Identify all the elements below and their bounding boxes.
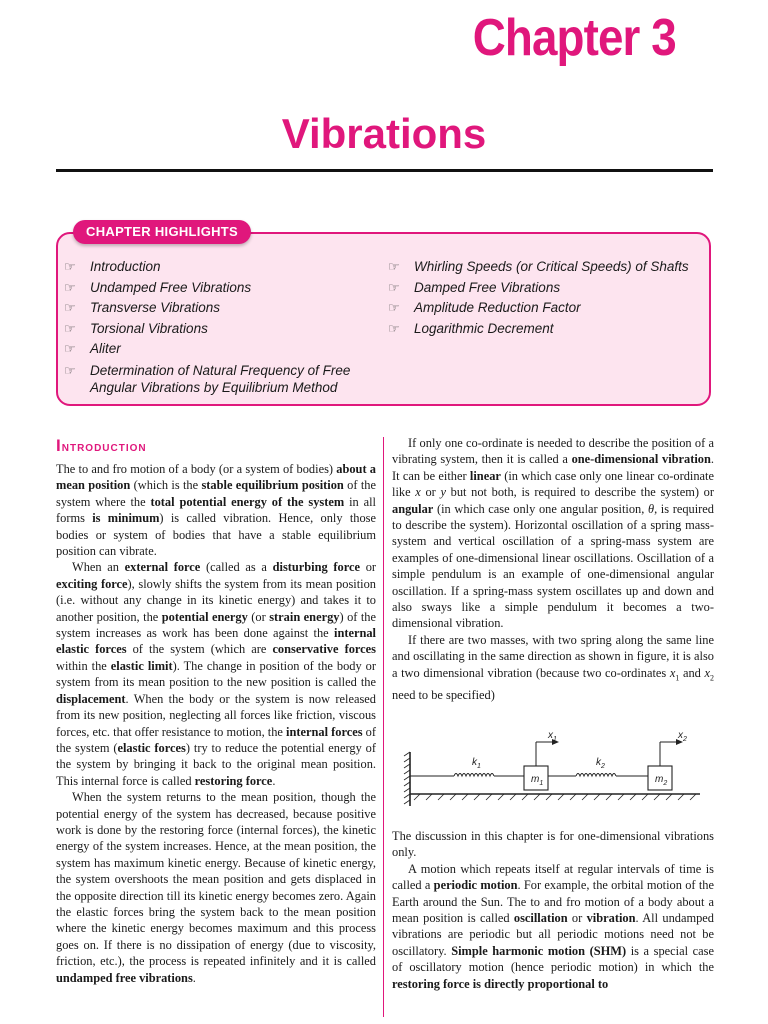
pointing-hand-icon: ☞ xyxy=(64,362,76,378)
pointing-hand-icon: ☞ xyxy=(388,279,400,295)
k2-label: $k_2$ xyxy=(596,757,605,770)
chapter-number: Chapter 3 xyxy=(472,9,676,67)
highlight-item: ☞ Whirling Speeds (or Critical Speeds) of Shafts xyxy=(388,257,703,278)
x2-label: $x_2$ xyxy=(678,730,687,743)
pointing-hand-icon: ☞ xyxy=(388,300,400,315)
x1-label: $x_1$ xyxy=(548,730,557,743)
m1-label: $m_1$ xyxy=(531,774,544,787)
column-divider xyxy=(383,437,384,1017)
paragraph: If there are two masses, with two spring along the same line and oscillating in the same direction as shown in figure, it is also a two dimensional vibration (because two co-ordinates $x_1$ and $x_2$ need to be specified) xyxy=(392,632,714,702)
highlight-item: ☞ Amplitude Reduction Factor xyxy=(388,298,703,319)
highlight-item: ☞ Introduction xyxy=(64,257,364,278)
paragraph: The discussion in this chapter is for one-dimensional vibrations only. xyxy=(392,829,714,860)
pointing-hand-icon: ☞ xyxy=(64,300,76,315)
right-column-text-lower xyxy=(392,828,714,992)
two-mass-spring-figure xyxy=(392,728,714,820)
k1-label: $k_1$ xyxy=(472,757,481,770)
pointing-hand-icon: ☞ xyxy=(64,320,76,336)
spring-k2 xyxy=(548,774,648,777)
paragraph: If only one co-ordinate is needed to describe the position of a vibrating system, then it is called a one-dimensional vibration. It can be either linear (in which case only one linear co-ordinate like x or y but not both, is required to describe the system) or angular (in which case only one angular position, θ, is required to describe the system). Horizontal oscillation of a spring mass-system and vertical oscillation of a spring-mass system are examples of one-dimensional linear oscillations. Oscillation of a simple pendulum is an example of one-dimensional angular oscillation. If a spring-mass system oscillates up and down and also sways like a simple pendulum it becomes a two-dimensional vibration. xyxy=(392,436,714,631)
highlight-item: ☞ Damped Free Vibrations xyxy=(388,278,703,299)
chapter-highlights-label: CHAPTER HIGHLIGHTS xyxy=(73,220,251,244)
highlights-list-left xyxy=(64,257,364,396)
section-heading-introduction: Introduction xyxy=(56,436,147,455)
highlight-item: ☞ Determination of Natural Frequency of Free Angular Vibrations by Equilibrium Method xyxy=(64,362,351,395)
title-divider xyxy=(56,169,713,172)
x2-arrow xyxy=(660,739,683,766)
chapter-title: Vibrations xyxy=(281,110,487,157)
pointing-hand-icon: ☞ xyxy=(388,259,400,274)
pointing-hand-icon: ☞ xyxy=(64,259,76,274)
m2-label: $m_2$ xyxy=(655,774,668,787)
left-column-text xyxy=(56,461,376,986)
highlight-item: ☞ Logarithmic Decrement xyxy=(388,319,703,340)
paragraph: A motion which repeats itself at regular intervals of time is called a periodic motion. For example, the orbital motion of the Earth around the Sun. The to and fro motion of a body about a mean position is called oscillation or vibration. All undamped vibrations are periodic but all periodic motions need not be oscillatory. Simple harmonic motion (SHM) is a special case of oscillatory motion (hence periodic motion) in which the restoring force is directly proportional to xyxy=(392,861,714,991)
paragraph: The to and fro motion of a body (or a system of bodies) about a mean position (which is the stable equilibrium position of the system where the total potential energy of the system in all forms is minimum) is called vibration. Hence, only those bodies or system of bodies that have a stable equilibrium position can vibrate. xyxy=(56,462,377,559)
pointing-hand-icon: ☞ xyxy=(64,279,76,295)
pointing-hand-icon: ☞ xyxy=(388,320,400,336)
x1-arrow xyxy=(536,739,559,766)
highlight-item: ☞ Aliter xyxy=(64,339,364,360)
highlight-item: ☞ Undamped Free Vibrations xyxy=(64,278,364,299)
right-column-text xyxy=(392,435,714,703)
pointing-hand-icon: ☞ xyxy=(64,341,76,356)
highlight-item: ☞ Transverse Vibrations xyxy=(64,298,364,319)
highlights-list-right xyxy=(388,257,703,339)
paragraph: When an external force (called as a disturbing force or exciting force), slowly shifts the system from its mean position (i.e. without any change in its kinetic energy) and takes it to another position, the potential energy (or strain energy) of the system increases as work has been done against the internal elastic forces of the system (which are conservative forces within the elastic limit). The change in position of the body or system from its mean position to the new position is called the displacement. When the body or the system is now released from its new position, neglecting all forces like friction, viscous forces, etc. that offer resistance to motion, the internal forces of the system (elastic forces) try to reduce the potential energy of the system by bringing it back to the original mean position. This internal force is called restoring force. xyxy=(56,560,377,788)
spring-k1 xyxy=(410,774,524,777)
highlight-item: ☞ Torsional Vibrations xyxy=(64,319,364,340)
paragraph: When the system returns to the mean position, though the potential energy of the system has decreased, because positive work is done by the restoring force (internal forces), the kinetic energy of the system increases. Hence, at the mean position, the system has maximum kinetic energy. Because of kinetic energy, the system overshoots the mean position and gets displaced in the opposite direction till its kinetic energy becomes zero. Again the elastic forces bring the system back to the mean position where the kinetic energy becomes maximum and this process goes on. If there is no dissipation of energy (due to viscosity, friction, etc.), the process is repeated infinitely and it is called undamped free vibrations. xyxy=(56,790,376,985)
